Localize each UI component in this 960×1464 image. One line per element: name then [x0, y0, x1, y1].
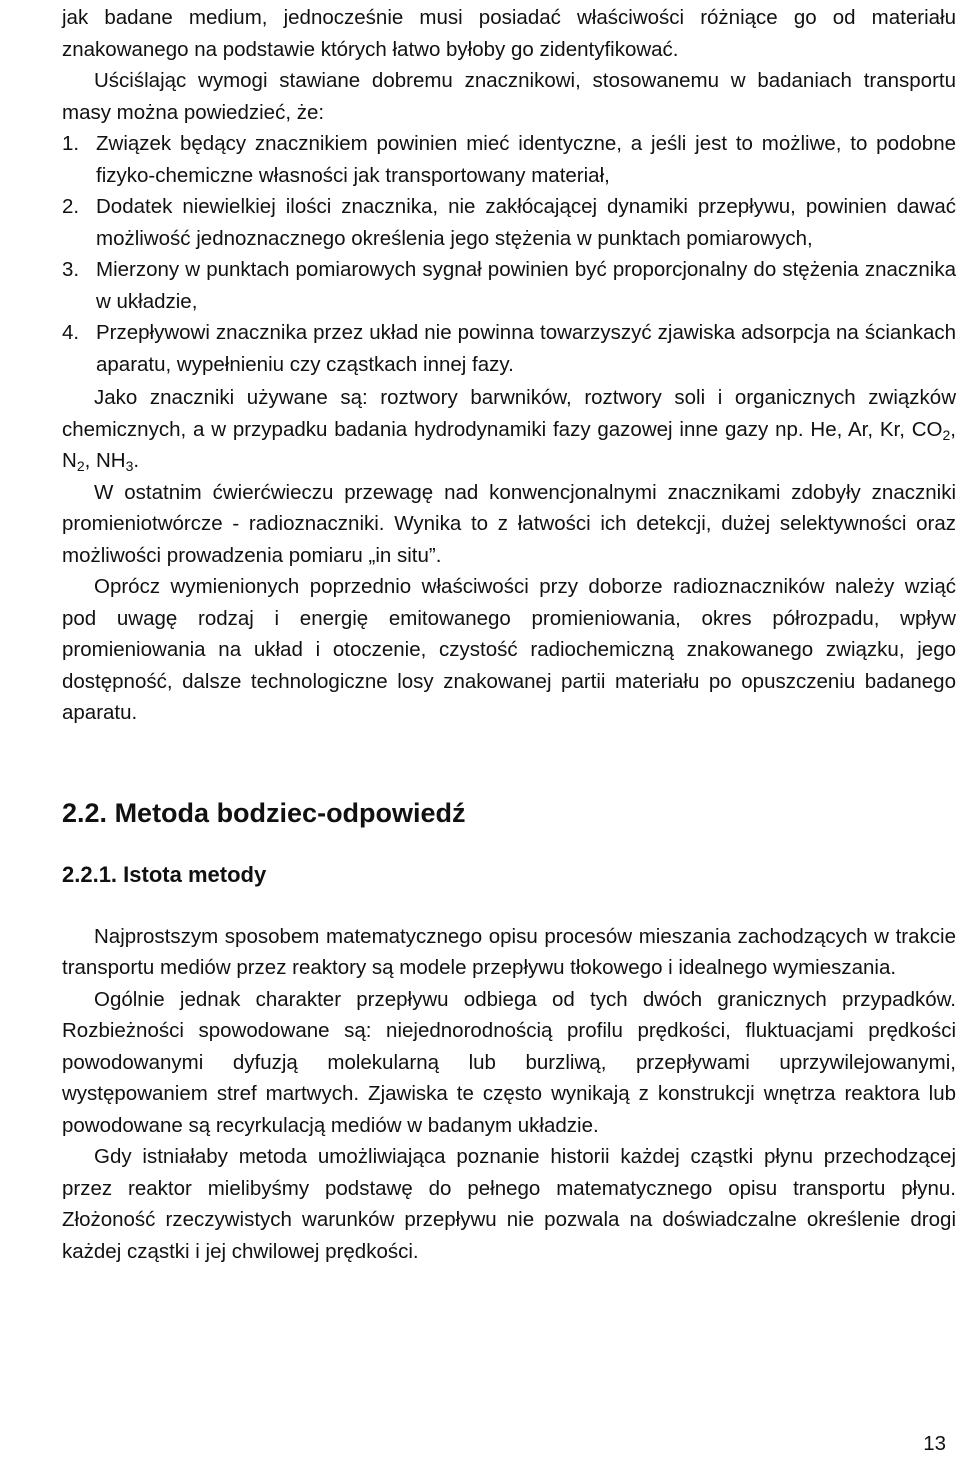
section-title: Metoda bodziec-odpowiedź — [114, 797, 466, 828]
tracers-text: Jako znaczniki używane są: roztwory barwników, roztwory soli i organicznych związków chemicznych, a w przypadku badania hydrodynamiki fazy gazowej inne gazy np. He, Ar, Kr, CO — [62, 386, 956, 441]
tracers-text: . — [133, 449, 140, 472]
subscript: 2 — [942, 426, 951, 443]
list-item-text: Związek będący znacznikiem powinien mieć identyczne, a jeśli jest to możliwe, to podobne fizyko-chemiczne własności jak transportowany materiał, — [96, 132, 956, 187]
subscript: 2 — [76, 458, 85, 474]
subsection-heading — [62, 859, 956, 891]
list-item-text: Dodatek niewielkiej ilości znacznika, nie zakłócającej dynamiki przepływu, powinien dawać możliwość jednoznacznego określenia jego stężenia w punktach pomiarowych, — [96, 195, 956, 250]
subsection-title: Istota metody — [123, 861, 267, 887]
list-item-text: Przepływowi znacznika przez układ nie powinna towarzyszyć zjawiska adsorpcja na ściankach aparatu, wypełnieniu czy cząstkach innej fazy. — [96, 321, 956, 376]
section-number: 2.2. — [62, 797, 108, 828]
list-item-number: 3. — [62, 258, 80, 281]
subsection-number: 2.2.1. — [62, 861, 118, 887]
subscript: 3 — [125, 458, 134, 474]
tracers-text: , NH — [84, 449, 126, 472]
list-item — [62, 254, 956, 317]
requirements-list — [62, 128, 956, 380]
intro-paragraph: Uściślając wymogi stawiane dobremu znacznikowi, stosowanemu w badaniach transportu masy można powiedzieć, że: — [62, 69, 956, 124]
list-item-number: 4. — [62, 321, 80, 344]
tracers-text: , N — [62, 417, 956, 472]
tracers-paragraph — [62, 382, 956, 477]
page-number: 13 — [923, 1432, 946, 1455]
paragraph: Gdy istniałaby metoda umożliwiająca poznanie historii każdej cząstki płynu przechodzącej przez reaktor mielibyśmy podstawę do pełnego matematycznego opisu transportu płynu. Złożoność rzeczywistych warunków przepływu nie pozwala na doświadczalne określenie drogi każdej cząstki i jej chwilowej prędkości. — [62, 1145, 956, 1263]
list-item — [62, 191, 956, 254]
paragraph: W ostatnim ćwierćwieczu przewagę nad konwencjonalnymi znacznikami zdobyły znaczniki promieniotwórcze - radioznaczniki. Wynika to z łatwości ich detekcji, dużej selektywności oraz możliwości prowadzenia pomiaru „in situ”. — [62, 480, 956, 567]
section-heading — [62, 795, 956, 831]
list-item-number: 2. — [62, 195, 80, 218]
paragraph: Oprócz wymienionych poprzednio właściwości przy doborze radioznaczników należy wziąć pod uwagę rodzaj i energię emitowanego promieniowania, okres półrozpadu, wpływ promieniowania na układ i otoczenie, czystość radiochemiczną znakowanego związku, jego dostępność, dalsze technologiczne losy znakowanej partii materiału po opuszczeniu badanego aparatu. — [62, 575, 956, 724]
paragraph: Ogólnie jednak charakter przepływu odbiega od tych dwóch granicznych przypadków. Rozbieżności spowodowane są: niejednorodnością profilu prędkości, fluktuacjami prędkości powodowanymi dyfuzją molekularną lub burzliwą, przepływami uprzywilejowanymi, występowaniem stref martwych. Zjawiska te często wynikają z konstrukcji wnętrza reaktora lub powodowane są recyrkulacją mediów w badanym układzie. — [62, 987, 956, 1137]
list-item-number: 1. — [62, 132, 80, 155]
list-item — [62, 128, 956, 191]
list-item — [62, 317, 956, 380]
document-page — [62, 0, 956, 1267]
paragraph: Najprostszym sposobem matematycznego opisu procesów mieszania zachodzących w trakcie transportu mediów przez reaktory są modele przepływu tłokowego i idealnego wymieszania. — [62, 924, 956, 979]
list-item-text: Mierzony w punktach pomiarowych sygnał powinien być proporcjonalny do stężenia znacznika w układzie, — [96, 258, 956, 313]
intro-continuation: jak badane medium, jednocześnie musi posiadać właściwości różniące go od materiału znakowanego na podstawie których łatwo byłoby go zidentyfikować. — [62, 6, 956, 61]
